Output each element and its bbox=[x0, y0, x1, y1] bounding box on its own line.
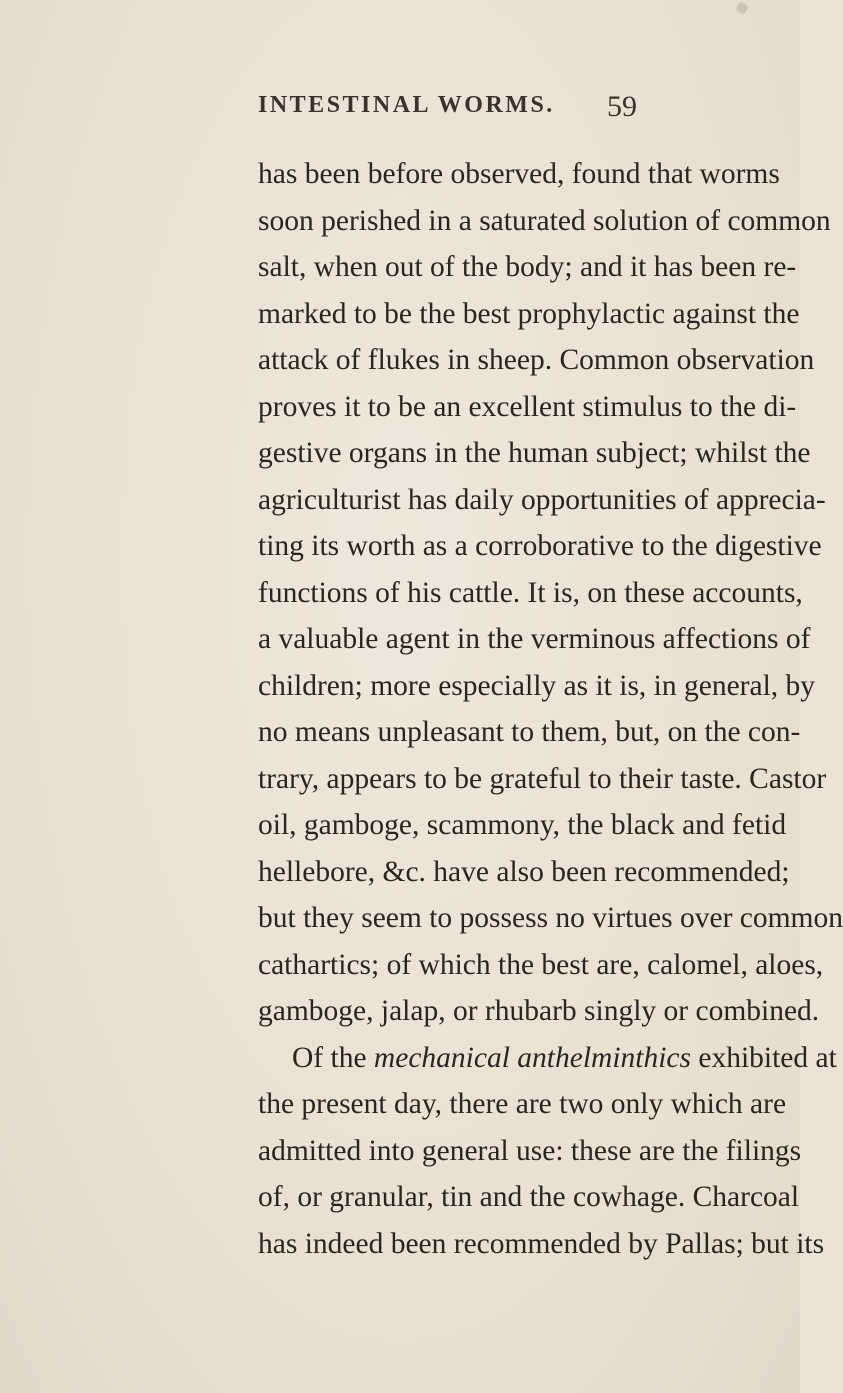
text-line: children; more especially as it is, in general, by bbox=[258, 669, 816, 702]
text-line: oil, gamboge, scammony, the black and fetid bbox=[258, 809, 787, 841]
text-line: of, or granular, tin and the cowhage. Charcoal bbox=[258, 1181, 800, 1213]
text-line: no means unpleasant to them, but, on the con- bbox=[258, 716, 801, 748]
text-line: agriculturist has daily opportunities of apprecia- bbox=[258, 483, 826, 516]
text-span: exhibited at bbox=[690, 1041, 837, 1074]
text-line: gestive organs in the human subject; whilst the bbox=[258, 437, 811, 469]
page-number: 59 bbox=[607, 90, 637, 123]
text-line: ting its worth as a corroborative to the digestive bbox=[258, 530, 822, 562]
paragraph-first-line bbox=[292, 1038, 837, 1078]
text-line: a valuable agent in the verminous affections of bbox=[258, 623, 811, 655]
text-line: has been before observed, found that worms bbox=[258, 158, 780, 190]
text-line: salt, when out of the body; and it has been re- bbox=[258, 251, 797, 283]
text-line: trary, appears to be grateful to their taste. Castor bbox=[258, 762, 827, 795]
text-span: Of the bbox=[292, 1041, 374, 1074]
text-line: has indeed been recommended by Pallas; but its bbox=[258, 1227, 825, 1260]
paper-blemish bbox=[735, 1, 749, 15]
text-line: cathartics; of which the best are, calomel, aloes, bbox=[258, 948, 824, 981]
text-line: functions of his cattle. It is, on these accounts, bbox=[258, 576, 803, 609]
text-line: but they seem to possess no virtues over common bbox=[258, 902, 843, 934]
text-line: marked to be the best prophylactic against the bbox=[258, 297, 800, 330]
italic-term: mechanical anthelminthics bbox=[373, 1041, 691, 1074]
text-line: proves it to be an excellent stimulus to the di- bbox=[258, 390, 797, 423]
page-header bbox=[0, 92, 800, 132]
text-line: admitted into general use: these are the filings bbox=[258, 1134, 802, 1167]
text-line: the present day, there are two only which are bbox=[258, 1088, 787, 1120]
text-line: gamboge, jalap, or rhubarb singly or combined. bbox=[258, 995, 820, 1027]
running-title: INTESTINAL WORMS. bbox=[258, 92, 555, 118]
text-line: soon perished in a saturated solution of common bbox=[258, 204, 831, 237]
text-line: attack of flukes in sheep. Common observation bbox=[258, 344, 815, 376]
text-line: hellebore, &c. have also been recommended; bbox=[258, 855, 790, 888]
